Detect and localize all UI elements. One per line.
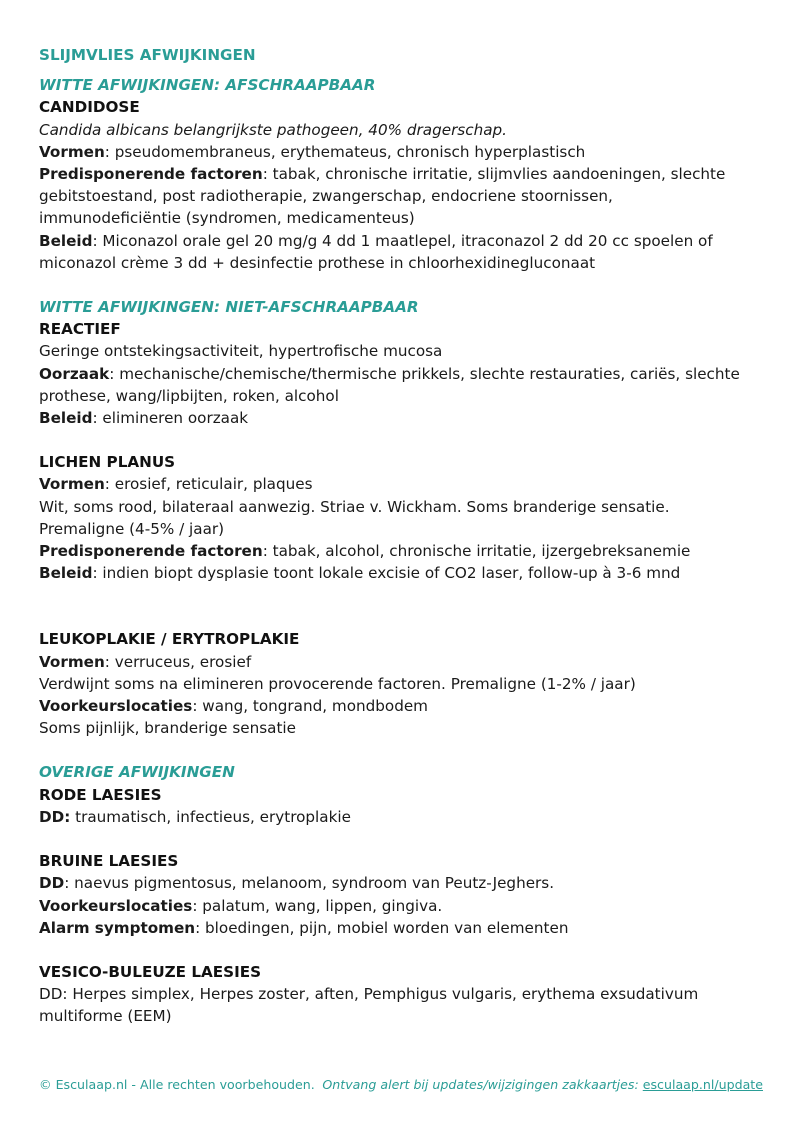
vesico-text: DD: Herpes simplex, Herpes zoster, aften, Pemphigus vulgaris, erythema exsudativum multiforme (EEM) <box>39 985 699 1026</box>
footer-update-link[interactable]: esculaap.nl/update <box>642 1077 763 1092</box>
heading-rode-laesies: RODE LAESIES <box>39 785 162 804</box>
leuko-voorkeurslocaties <box>39 695 769 717</box>
reactief-oorzaak <box>39 363 757 407</box>
candidose-beleid-text: : Miconazol orale gel 20 mg/g 4 dd 1 maatlepel, itraconazol 2 dd 20 cc spoelen of miconazol crème 3 dd + desinfectie prothese in chloorhexidinegluconaat <box>39 231 713 272</box>
leuko-line4: Soms pijnlijk, branderige sensatie <box>39 719 296 738</box>
label-oorzaak: Oorzaak <box>39 364 110 383</box>
label-vormen: Vormen <box>39 652 105 671</box>
bruine-dd-text: : naevus pigmentosus, melanoom, syndroom van Peutz-Jeghers. <box>64 874 555 893</box>
label-predisponerend: Predisponerende factoren <box>39 542 263 561</box>
rode-dd <box>39 806 769 828</box>
lichen-beleid <box>39 562 769 584</box>
bruine-alarm <box>39 917 769 939</box>
heading-candidose: CANDIDOSE <box>39 98 140 117</box>
label-beleid: Beleid <box>39 231 93 250</box>
leuko-vormen <box>39 651 769 673</box>
label-vormen: Vormen <box>39 475 105 494</box>
subsection-title-afschraapbaar: WITTE AFWIJKINGEN: AFSCHRAAPBAAR <box>39 76 376 95</box>
reactief-line1: Geringe ontstekingsactiviteit, hypertrofische mucosa <box>39 342 443 361</box>
label-dd: DD <box>39 874 65 893</box>
footer-alert <box>322 1077 763 1092</box>
document-page <box>39 44 769 1028</box>
label-predisponerend: Predisponerende factoren <box>39 165 263 184</box>
reactief-oorzaak-text: : mechanische/chemische/thermische prikkels, slechte restauraties, cariës, slechte prothese, wang/lipbijten, roken, alcohol <box>39 364 740 405</box>
reactief-beleid-text: : elimineren oorzaak <box>92 409 249 428</box>
leuko-vormen-text: : verruceus, erosief <box>104 652 252 671</box>
label-vormen: Vormen <box>39 142 105 161</box>
candidose-beleid <box>39 230 751 274</box>
label-alarm-symptomen: Alarm symptomen <box>39 918 196 937</box>
heading-leukoplakie: LEUKOPLAKIE / ERYTROPLAKIE <box>39 630 300 649</box>
candidose-pred-text: : tabak, chronische irritatie, slijmvlies aandoeningen, slechte gebitstoestand, post radiotherapie, zwangerschap, endocriene stoornissen, immunodeficiëntie (syndromen, medicamenteus) <box>39 165 726 228</box>
heading-reactief: REACTIEF <box>39 320 121 339</box>
section-title: SLIJMVLIES AFWIJKINGEN <box>39 46 256 64</box>
footer-alert-text: Ontvang alert bij updates/wijzigingen zakkaartjes: <box>322 1077 643 1092</box>
lichen-beleid-text: : indien biopt dysplasie toont lokale excisie of CO2 laser, follow-up à 3-6 mnd <box>92 564 681 583</box>
lichen-pred-text: : tabak, alcohol, chronische irritatie, ijzergebreksanemie <box>262 542 691 561</box>
lichen-vormen <box>39 473 769 495</box>
subsection-title-niet-afschraapbaar: WITTE AFWIJKINGEN: NIET-AFSCHRAAPBAAR <box>39 298 419 317</box>
lichen-line3: Premaligne (4-5% / jaar) <box>39 519 225 538</box>
label-beleid: Beleid <box>39 564 93 583</box>
heading-lichen-planus: LICHEN PLANUS <box>39 453 176 472</box>
leuko-voork-text: : wang, tongrand, mondbodem <box>192 697 428 716</box>
bruine-voorkeurslocaties <box>39 895 769 917</box>
candidose-vormen <box>39 141 769 163</box>
lichen-line2: Wit, soms rood, bilateraal aanwezig. Striae v. Wickham. Soms branderige sensatie. <box>39 497 670 516</box>
label-voorkeurslocaties: Voorkeurslocaties <box>39 896 193 915</box>
reactief-beleid <box>39 407 769 429</box>
subsection-title-overige: OVERIGE AFWIJKINGEN <box>39 763 235 782</box>
lichen-vormen-text: : erosief, reticulair, plaques <box>104 475 313 494</box>
heading-bruine-laesies: BRUINE LAESIES <box>39 852 179 871</box>
label-voorkeurslocaties: Voorkeurslocaties <box>39 697 193 716</box>
candidose-intro: Candida albicans belangrijkste pathogeen, 40% dragerschap. <box>39 120 507 139</box>
bruine-voork-text: : palatum, wang, lippen, gingiva. <box>192 896 443 915</box>
rode-dd-text: traumatisch, infectieus, erytroplakie <box>70 807 351 826</box>
candidose-vormen-text: : pseudomembraneus, erythemateus, chronisch hyperplastisch <box>104 142 586 161</box>
bruine-alarm-text: : bloedingen, pijn, mobiel worden van elementen <box>195 918 569 937</box>
label-beleid: Beleid <box>39 409 93 428</box>
heading-vesico-buleuze: VESICO-BULEUZE LAESIES <box>39 962 262 981</box>
lichen-predisponerend <box>39 540 769 562</box>
candidose-predisponerend <box>39 163 751 230</box>
bruine-dd <box>39 872 769 894</box>
label-dd: DD: <box>39 807 71 826</box>
leuko-line2: Verdwijnt soms na elimineren provocerende factoren. Premaligne (1-2% / jaar) <box>39 674 636 693</box>
footer-copyright: © Esculaap.nl - Alle rechten voorbehouden. <box>39 1077 315 1092</box>
